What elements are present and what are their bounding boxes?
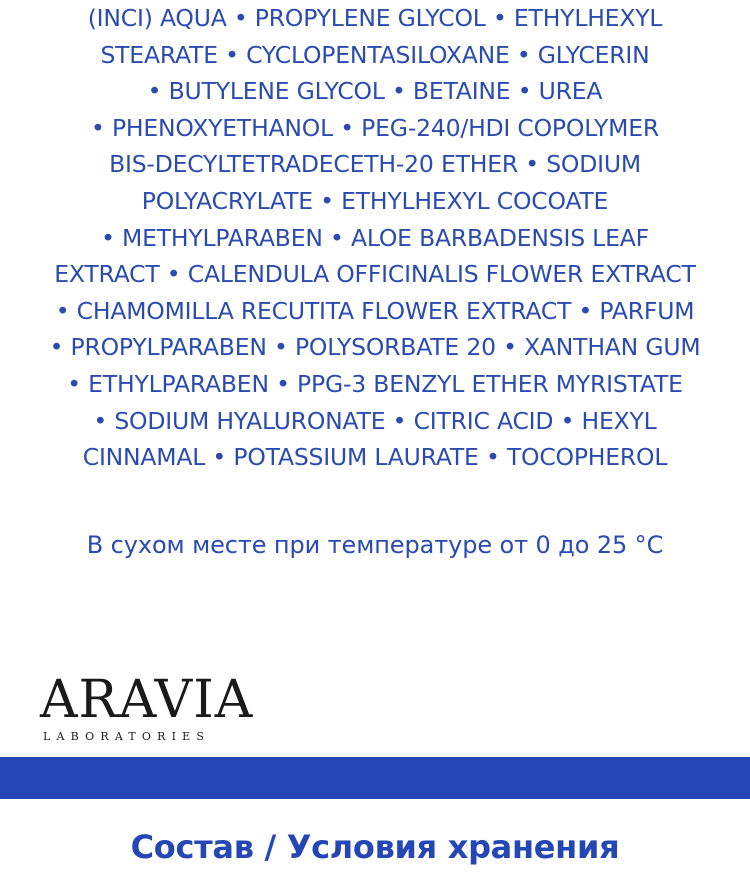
ingredients-line: • ETHYLPARABEN • PPG-3 BENZYL ETHER MYRISTATE [67,369,683,398]
ingredients-list [20,0,730,476]
ingredients-line: EXTRACT • CALENDULA OFFICINALIS FLOWER EXTRACT [54,260,696,289]
ingredients-line: (INCI) AQUA • PROPYLENE GLYCOL • ETHYLHEXYL [87,4,663,32]
logo-wordmark: ARAVIA [40,670,254,730]
brand-logo [40,660,280,750]
storage-conditions: В сухом месте при температуре от 0 до 25 °C [86,531,664,559]
ingredients-line: • PROPYLPARABEN • POLYSORBATE 20 • XANTHAN GUM [49,333,701,362]
logo-subtitle: LABORATORIES [43,730,211,743]
ingredients-line: • METHYLPARABEN • ALOE BARBADENSIS LEAF [101,223,649,252]
ingredients-line: BIS-DECYLTETRADECETH-20 ETHER • SODIUM [109,150,641,179]
divider-band [0,757,750,799]
ingredients-line: POLYACRYLATE • ETHYLHEXYL COCOATE [141,186,609,215]
ingredients-line: • CHAMOMILLA RECUTITA FLOWER EXTRACT • PARFUM [55,296,695,325]
ingredients-line: • PHENOXYETHANOL • PEG-240/HDI COPOLYMER [91,113,659,142]
ingredients-line: • BUTYLENE GLYCOL • BETAINE • UREA [147,77,603,106]
ingredients-line: • SODIUM HYALURONATE • CITRIC ACID • HEXYL [93,406,657,435]
ingredients-line: STEARATE • CYCLOPENTASILOXANE • GLYCERIN [100,40,650,69]
section-title: Состав / Условия хранения [130,828,620,866]
ingredients-line: CINNAMAL • POTASSIUM LAURATE • TOCOPHEROL [82,443,668,472]
